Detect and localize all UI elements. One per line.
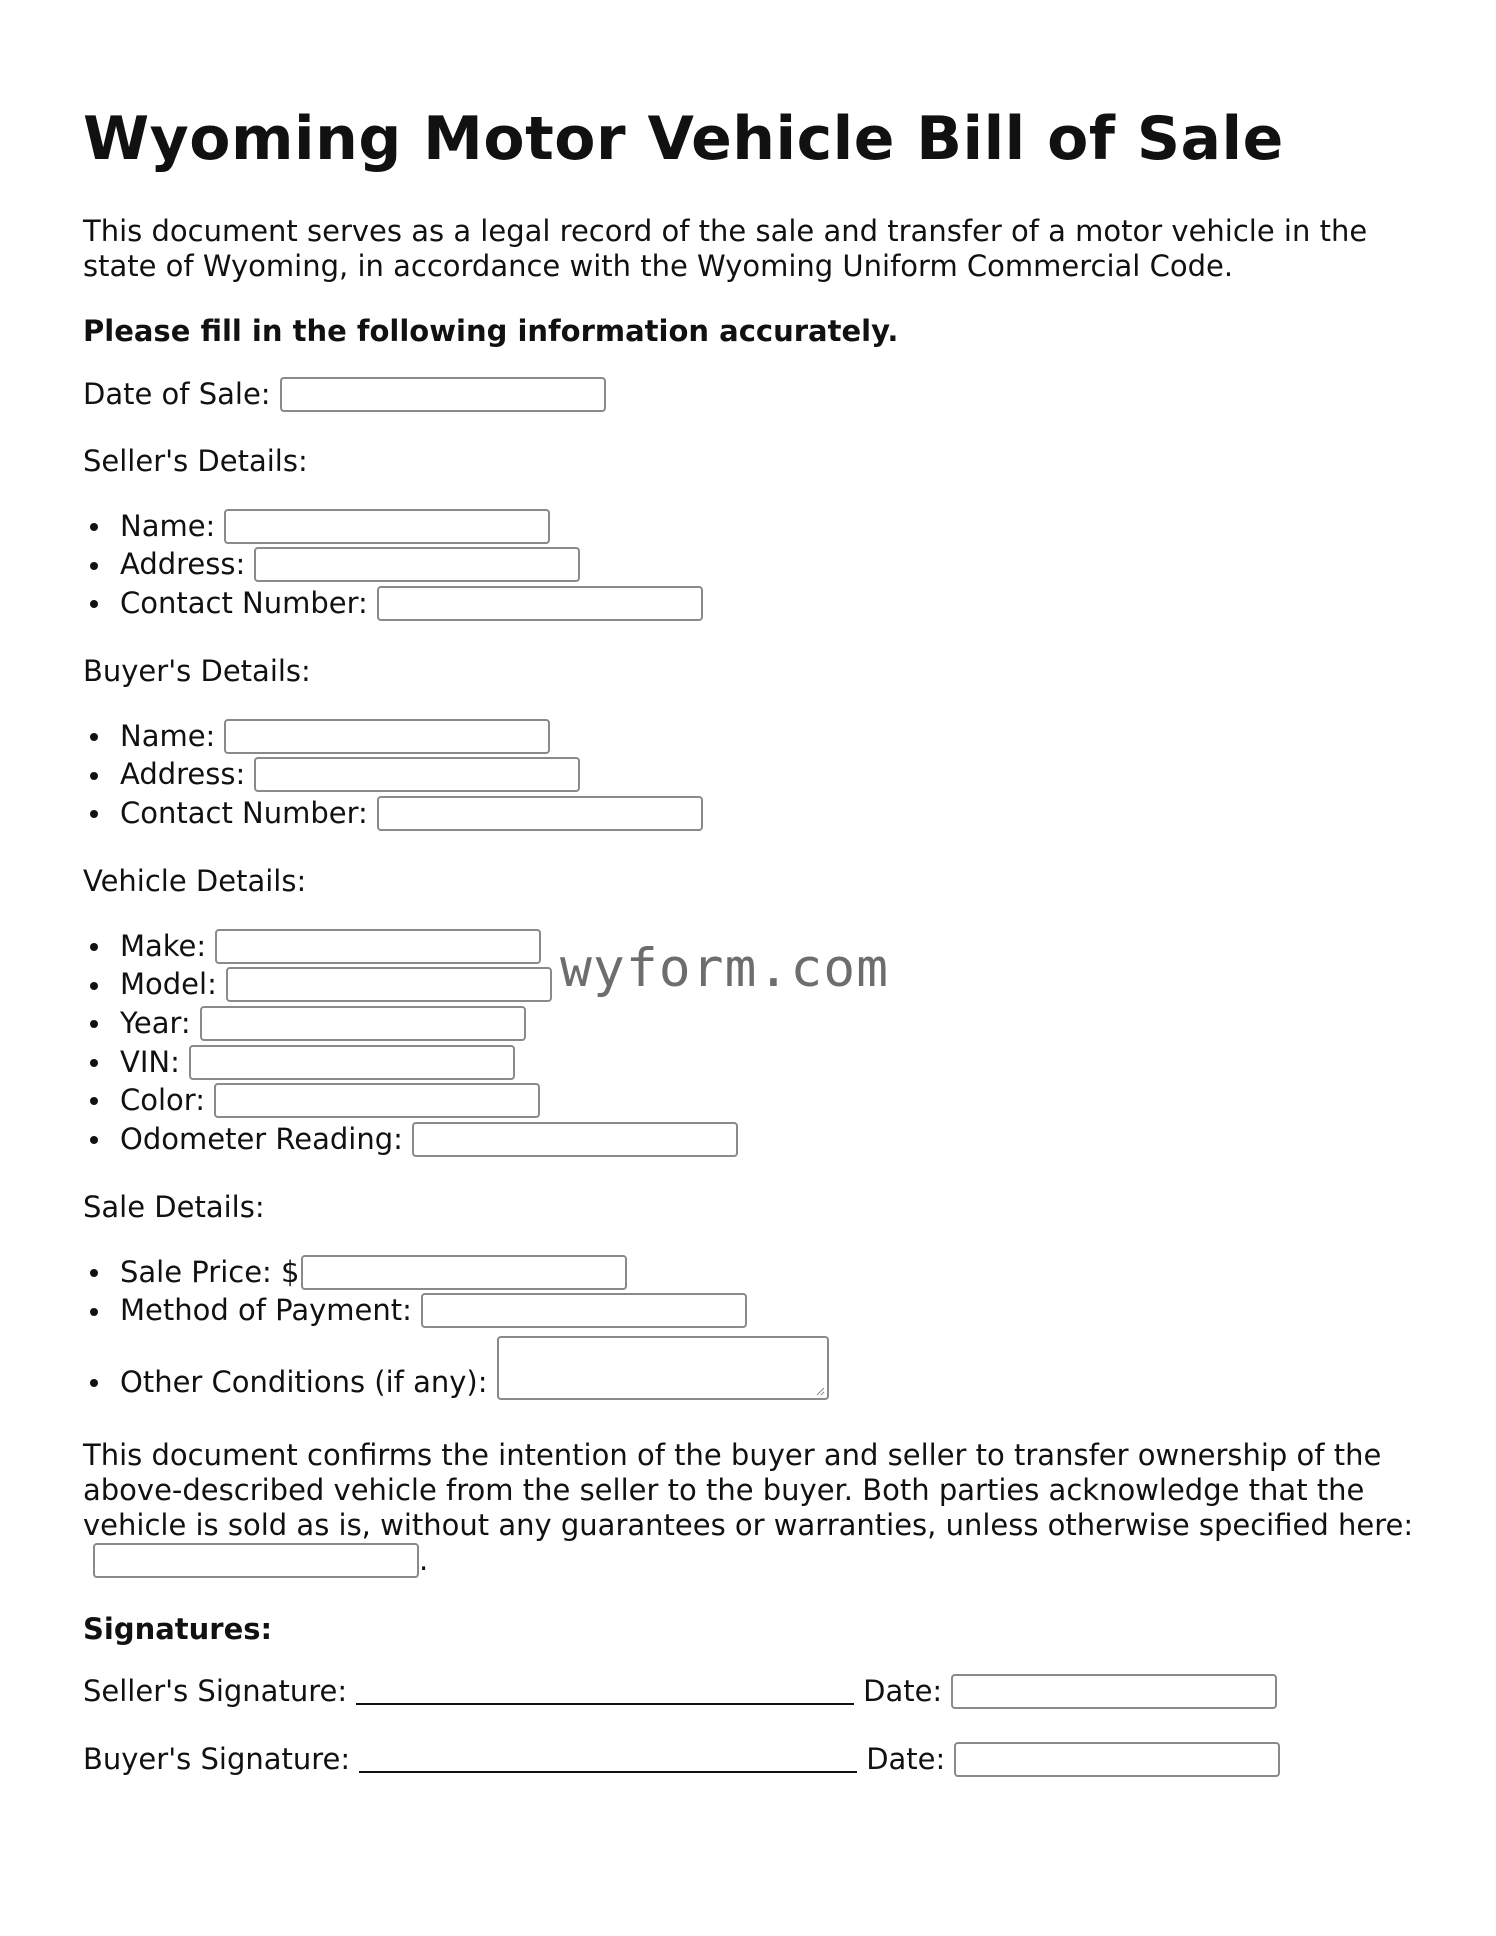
list-item (120, 1292, 829, 1331)
vehicle-model-label: Model: (120, 967, 217, 1002)
date-of-sale-input[interactable] (280, 377, 606, 412)
buyer-contact-input[interactable] (377, 796, 703, 831)
list-item (120, 1043, 738, 1082)
buyer-details-list (120, 717, 703, 833)
payment-method-input[interactable] (421, 1293, 747, 1328)
vehicle-year-label: Year: (120, 1005, 191, 1040)
seller-heading: Seller's Details: (83, 444, 308, 478)
vehicle-make-label: Make: (120, 928, 207, 963)
seller-signature-line[interactable] (356, 1703, 854, 1705)
resize-grip-icon[interactable] (815, 1386, 825, 1396)
warranty-exception-input[interactable] (93, 1543, 419, 1578)
seller-date-input[interactable] (951, 1674, 1277, 1709)
intro-paragraph: This document serves as a legal record of the sale and transfer of a motor vehicle in the state of Wyoming, in accordance with the Wyoming Uniform Commercial Code. (83, 214, 1368, 283)
list-item (120, 717, 703, 756)
seller-signature-row (83, 1674, 1277, 1709)
list-item (120, 1120, 738, 1159)
buyer-name-input[interactable] (224, 719, 550, 754)
buyer-heading: Buyer's Details: (83, 654, 311, 688)
buyer-signature-label: Buyer's Signature: (83, 1742, 351, 1776)
vehicle-color-input[interactable] (214, 1083, 540, 1118)
seller-name-input[interactable] (224, 509, 550, 544)
list-item (120, 1081, 738, 1120)
seller-address-label: Address: (120, 547, 246, 582)
seller-address-input[interactable] (254, 547, 580, 582)
sale-price-label: Sale Price: $ (120, 1254, 300, 1289)
buyer-signature-line[interactable] (359, 1771, 857, 1773)
seller-contact-input[interactable] (377, 586, 703, 621)
watermark: wyform.com (560, 938, 890, 999)
list-item (120, 1330, 829, 1400)
list-item (120, 756, 703, 795)
list-item (120, 584, 703, 623)
sale-price-input[interactable] (301, 1255, 627, 1290)
vehicle-vin-label: VIN: (120, 1044, 180, 1079)
date-of-sale-row (83, 377, 606, 412)
seller-signature-label: Seller's Signature: (83, 1674, 348, 1708)
list-item (120, 507, 703, 546)
other-conditions-label: Other Conditions (if any): (120, 1365, 488, 1400)
list-item (120, 1004, 738, 1043)
page-title: Wyoming Motor Vehicle Bill of Sale (83, 104, 1284, 174)
vehicle-odometer-input[interactable] (412, 1122, 738, 1157)
seller-contact-label: Contact Number: (120, 585, 368, 620)
list-item (120, 794, 703, 833)
buyer-signature-row (83, 1742, 1280, 1777)
vehicle-model-input[interactable] (226, 967, 552, 1002)
vehicle-make-input[interactable] (215, 929, 541, 964)
buyer-name-label: Name: (120, 718, 216, 753)
list-item (120, 546, 703, 585)
period: . (419, 1543, 429, 1577)
vehicle-odometer-label: Odometer Reading: (120, 1121, 403, 1156)
seller-name-label: Name: (120, 508, 216, 543)
vehicle-heading: Vehicle Details: (83, 864, 307, 898)
other-conditions-textarea[interactable] (497, 1336, 829, 1400)
sale-heading: Sale Details: (83, 1190, 265, 1224)
confirmation-text: This document confirms the intention of the buyer and seller to transfer ownership of the above-described vehicle from the seller to the buyer. Both parties acknowledge that the vehicle is sold as is, without any guarantees or warranties, unless otherwise specified (83, 1438, 1382, 1542)
buyer-contact-label: Contact Number: (120, 795, 368, 830)
instruction-text: Please fill in the following information accurately. (83, 314, 899, 348)
seller-details-list (120, 507, 703, 623)
vehicle-vin-input[interactable] (189, 1045, 515, 1080)
here-label: here: (1337, 1508, 1414, 1542)
vehicle-color-label: Color: (120, 1083, 205, 1118)
seller-date-label: Date: (863, 1674, 943, 1708)
sale-details-list (120, 1253, 829, 1400)
buyer-address-label: Address: (120, 757, 246, 792)
signatures-heading: Signatures: (83, 1612, 273, 1646)
confirmation-paragraph (83, 1438, 1423, 1578)
payment-method-label: Method of Payment: (120, 1293, 412, 1328)
date-of-sale-label: Date of Sale: (83, 377, 271, 411)
buyer-date-label: Date: (866, 1742, 946, 1776)
vehicle-year-input[interactable] (200, 1006, 526, 1041)
buyer-address-input[interactable] (254, 757, 580, 792)
buyer-date-input[interactable] (954, 1742, 1280, 1777)
list-item (120, 1253, 829, 1292)
